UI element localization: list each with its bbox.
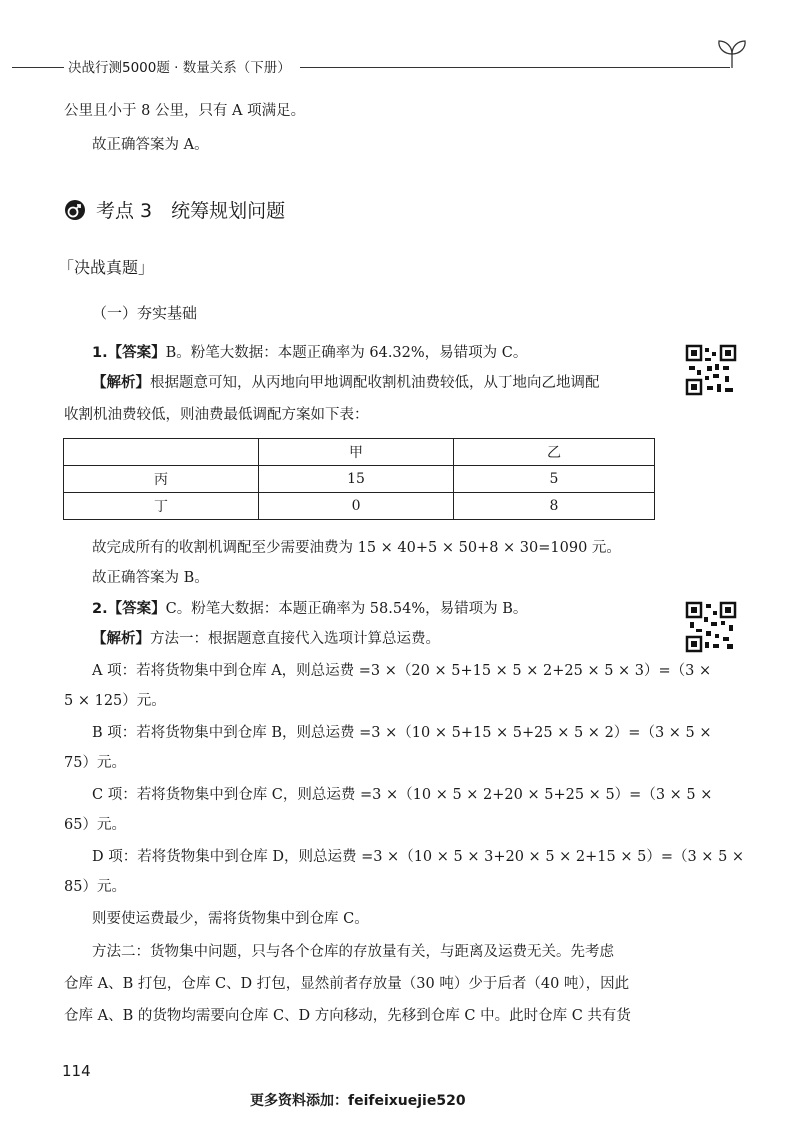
leaf-sprout-icon: [714, 38, 750, 70]
q1-answer-text: B。粉笔大数据：本题正确率为 64.32%，易错项为 C。: [165, 345, 528, 361]
q2-answer: [92, 598, 527, 620]
q1-analysis-line: [92, 372, 600, 394]
q2-option-d: D 项：若将货物集中到仓库 D，则总运费 =3 ×（10 × 5 × 3+20 × 5 × 2+15 × 5）=（3 × 5 ×: [92, 849, 745, 865]
q2-conclusion: 则要使运费最少，需将货物集中到仓库 C。: [92, 911, 369, 927]
q2-option-a: A 项：若将货物集中到仓库 A，则总运费 =3 ×（20 × 5+15 × 5 × 2+25 × 5 × 3）=（3 ×: [92, 663, 712, 679]
q2-method1: 方法一：根据题意直接代入选项计算总运费。: [150, 631, 440, 647]
table-cell: 5: [454, 466, 655, 493]
q2-option-c-cont: 65）元。: [64, 817, 126, 833]
section-title: 考点 3 统筹规划问题: [96, 200, 286, 222]
section-bullet-icon: [64, 199, 86, 221]
subsection-heading: （一）夯实基础: [92, 304, 198, 322]
q2-option-c: C 项：若将货物集中到仓库 C，则总运费 =3 ×（10 × 5 × 2+20 × 5+25 × 5）=（3 × 5 ×: [92, 787, 713, 803]
q1-analysis-label: 【解析】: [92, 375, 150, 391]
table-cell: 15: [259, 466, 454, 493]
running-header-title: 决战行测5000题 · 数量关系（下册）: [68, 60, 291, 76]
q1-analysis-text: 根据题意可知，从丙地向甲地调配收割机油费较低，从丁地向乙地调配: [150, 375, 600, 391]
q1-answer: [92, 342, 527, 364]
q1-conclusion: 故完成所有的收割机调配至少需要油费为 15 × 40+5 × 50+8 × 30=1090 元。: [92, 540, 621, 556]
q2-analysis-line: [92, 628, 440, 650]
table-cell: 8: [454, 493, 655, 520]
q2-option-a-cont: 5 × 125）元。: [64, 693, 166, 709]
q2-answer-label: 2.【答案】: [92, 601, 166, 617]
table-row: [64, 493, 655, 520]
q2-option-b: B 项：若将货物集中到仓库 B，则总运费 =3 ×（10 × 5+15 × 5+25 × 5 × 2）=（3 × 5 ×: [92, 725, 712, 741]
q1-analysis-line-2: 收割机油费较低，则油费最低调配方案如下表：: [64, 407, 369, 423]
table-header-row: [64, 439, 655, 466]
table-cell: 甲: [259, 439, 454, 466]
table-cell: 丙: [64, 466, 259, 493]
table-cell: 乙: [454, 439, 655, 466]
footer-watermark-note: 更多资料添加：feifeixuejie520: [250, 1093, 466, 1109]
allocation-table: [63, 438, 655, 520]
page-number: 114: [62, 1062, 91, 1080]
answer-statement: 故正确答案为 A。: [92, 137, 209, 153]
q1-final-answer: 故正确答案为 B。: [92, 570, 209, 586]
header-rule-right: [300, 67, 730, 68]
table-cell: 0: [259, 493, 454, 520]
q2-answer-text: C。粉笔大数据：本题正确率为 58.54%，易错项为 B。: [165, 601, 528, 617]
q2-option-b-cont: 75）元。: [64, 755, 126, 771]
table-row: [64, 466, 655, 493]
table-cell: [64, 439, 259, 466]
q2-method2-line: 仓库 A、B 打包，仓库 C、D 打包，显然前者存放量（30 吨）少于后者（40 吨），因此: [64, 976, 630, 992]
qr-code-icon[interactable]: [685, 344, 737, 396]
qr-code-icon[interactable]: [685, 601, 737, 653]
q1-answer-label: 1.【答案】: [92, 345, 166, 361]
continuation-line: 公里且小于 8 公里，只有 A 项满足。: [64, 103, 306, 119]
q2-method2-line: 方法二：货物集中问题，只与各个仓库的存放量有关，与距离及运费无关。先考虑: [92, 944, 614, 960]
q2-option-d-cont: 85）元。: [64, 879, 126, 895]
q2-method2-line: 仓库 A、B 的货物均需要向仓库 C、D 方向移动，先移到仓库 C 中。此时仓库 C 共有货: [64, 1008, 631, 1024]
header-rule-left: [12, 67, 64, 68]
exam-questions-heading: 「决战真题」: [58, 258, 155, 277]
q2-analysis-label: 【解析】: [92, 631, 150, 647]
section-heading: [64, 196, 285, 223]
table-cell: 丁: [64, 493, 259, 520]
